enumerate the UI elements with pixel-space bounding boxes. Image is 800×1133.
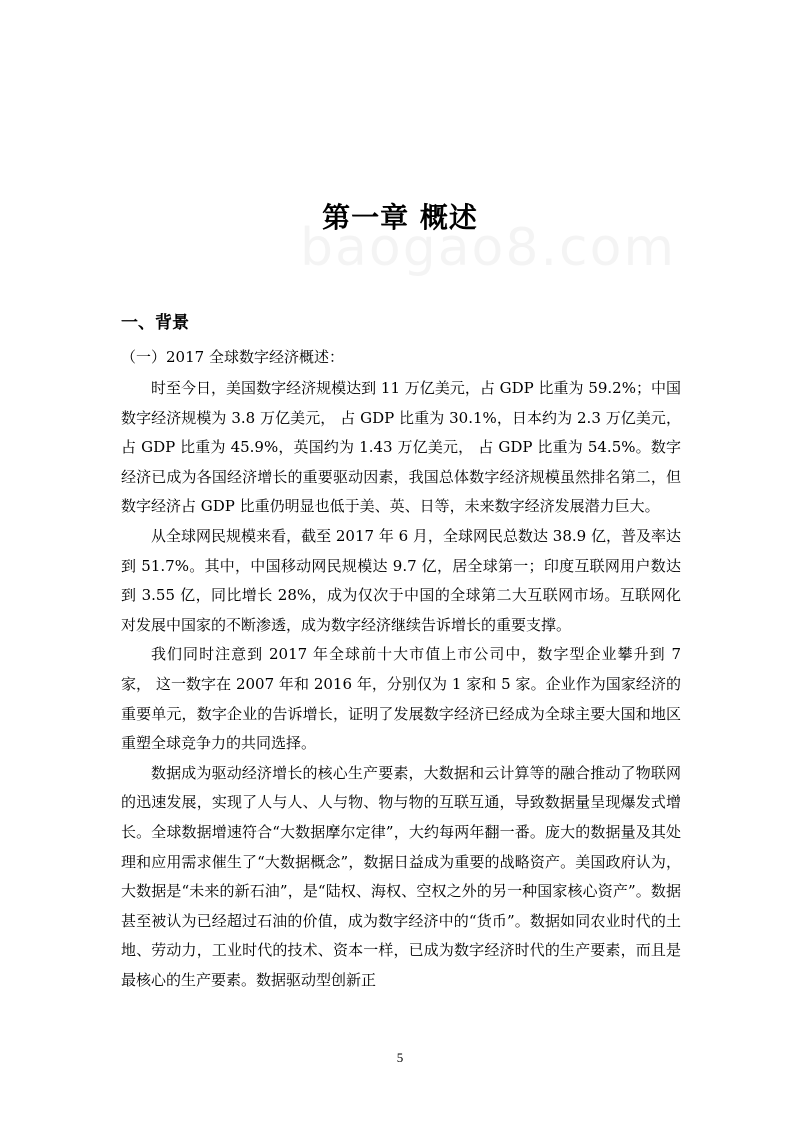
paragraph-data-as-production-factor: 数据成为驱动经济增长的核心生产要素，大数据和云计算等的融合推动了物联网的迅速发展，实现了人与人、人与物、物与物的互联互通，导致数据量呈现爆发式增长。全球数据增速符合“大数据摩尔定律”，大约每两年翻一番。庞大的数据量及其处理和应用需求催生了“大数据概念”，数据日益成为重要的战略资产。美国政府认为，大数据是“未来的新石油”，是“陆权、海权、空权之外的另一种国家核心资产”。数据甚至被认为已经超过石油的价值，成为数字经济中的“货币”。数据如同农业时代的土地、劳动力，工业时代的技术、资本一样，已成为数字经济时代的生产要素，而且是最核心的生产要素。数据驱动型创新正 bbox=[121, 763, 681, 989]
section-heading: 一、背景 bbox=[121, 313, 189, 333]
paragraph-top-companies: 我们同时注意到 2017 年全球前十大市值上市公司中，数字型企业攀升到 7 家， 这一数字在 2007 年和 2016 年，分别仅为 1 家和 5 家。企业作为国家经济的重要单元，数字企业的告诉增长，证明了发展数字经济已经成为全球主要大国和地区重塑全球竞争力的共同选择。 bbox=[121, 645, 681, 753]
paragraph-digital-economy-scale: 时至今日，美国数字经济规模达到 11 万亿美元，占 GDP 比重为 59.2%；中国数字经济规模为 3.8 万亿美元， 占 GDP 比重为 30.1%，日本约为 2.3 万亿美元，占 GDP 比重为 45.9%，英国约为 1.43 万亿美元， 占 GDP 比重为 54.5%。数字经济已成为各国经济增长的重要驱动因素，我国总体数字经济规模虽然排名第二，但数字经济占 GDP 比重仍明显也低于美、英、日等，未来数字经济发展潜力巨大。 bbox=[121, 379, 681, 516]
chapter-title: 第一章 概述 bbox=[322, 201, 478, 234]
page-number: 5 bbox=[396, 1050, 404, 1065]
paragraph-internet-users: 从全球网民规模来看，截至 2017 年 6 月，全球网民总数达 38.9 亿，普及率达到 51.7%。其中，中国移动网民规模达 9.7 亿，居全球第一；印度互联网用户数达到 3.55 亿，同比增长 28%，成为仅次于中国的全球第二大互联网市场。互联网化对发展中国家的不断渗透，成为数字经济继续告诉增长的重要支撑。 bbox=[121, 526, 681, 634]
body-text bbox=[121, 374, 681, 995]
subsection-heading: （一）2017 全球数字经济概述： bbox=[121, 348, 344, 366]
